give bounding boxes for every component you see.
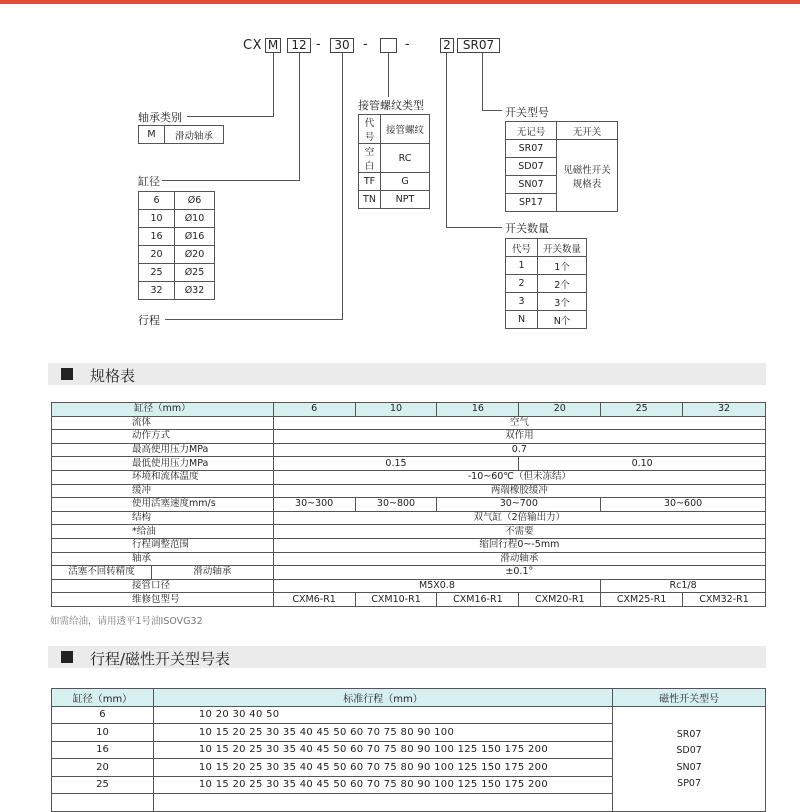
table-cell: 最高使用压力MPa (52, 443, 274, 457)
table-cell: 最低使用压力MPa (52, 457, 274, 471)
table-row (52, 443, 766, 457)
table-cell: 缸径（mm） (52, 403, 274, 417)
stroke-table (51, 688, 766, 812)
stroke-section-header (48, 646, 766, 668)
table-row (52, 538, 766, 552)
connector-line (446, 53, 447, 227)
dash: - (316, 37, 322, 52)
table-cell: CXM10-R1 (355, 593, 437, 607)
table-cell: Ø25 (175, 264, 215, 282)
table-cell: 6 (273, 403, 355, 417)
table-cell: SR07 (506, 140, 557, 158)
table-cell: G (381, 173, 430, 191)
table-cell: -10~60℃（但未冻结） (273, 470, 765, 484)
table-row (52, 579, 766, 593)
table-row (52, 593, 766, 607)
connector-line (446, 227, 502, 228)
section-square-icon (61, 368, 73, 380)
stroke-section-title: 行程/磁性开关型号表 (90, 650, 231, 668)
table-cell: 10 20 30 40 50 (153, 706, 612, 724)
table-cell: 30~800 (355, 498, 437, 512)
table-cell: 空白 (359, 144, 381, 173)
table-cell: M (139, 126, 165, 144)
table-cell: 不需要 (273, 525, 765, 539)
table-cell: 缩回行程0~-5mm (273, 538, 765, 552)
table-cell: CXM6-R1 (273, 593, 355, 607)
table-cell: 20 (519, 403, 601, 417)
table-cell: 接管螺纹 (381, 115, 430, 144)
table-cell: TN (359, 191, 381, 209)
switch-model: SP07 (677, 778, 702, 789)
thread-table (358, 114, 430, 209)
connector-line (482, 110, 502, 111)
table-cell: 环境和流体温度 (52, 470, 274, 484)
table-cell: 32 (683, 403, 766, 417)
top-accent-bar (0, 0, 800, 4)
table-cell: 无记号 (506, 122, 557, 140)
table-cell: RC (381, 144, 430, 173)
oil-note: 如需给油，请用透平1号油ISOVG32 (50, 616, 203, 627)
thread-table-title: 接管螺纹类型 (358, 99, 424, 112)
table-cell: CXM32-R1 (683, 593, 766, 607)
table-cell: CXM20-R1 (519, 593, 601, 607)
count-table-title: 开关数量 (505, 222, 549, 235)
bearing-type-table (138, 125, 224, 144)
table-cell: Ø32 (175, 282, 215, 300)
table-cell: 10 (355, 403, 437, 417)
stroke-label: 行程 (138, 314, 160, 327)
table-cell: CXM16-R1 (437, 593, 519, 607)
switch-table (505, 121, 618, 212)
table-cell: Rc1/8 (601, 579, 766, 593)
table-cell: 轴承 (52, 552, 274, 566)
table-cell: 流体 (52, 416, 274, 430)
table-cell: 6 (52, 706, 154, 724)
table-cell: CXM25-R1 (601, 593, 683, 607)
bore-table-title: 缸径 (138, 175, 160, 188)
table-cell: 标准行程（mm） (153, 689, 612, 707)
table-cell: 行程调整范围 (52, 538, 274, 552)
table-cell: Ø20 (175, 246, 215, 264)
table-cell: 缓冲 (52, 484, 274, 498)
table-cell: 30~600 (601, 498, 766, 512)
code-stroke-box: 30 (330, 38, 354, 53)
table-cell: 25 (601, 403, 683, 417)
table-row (52, 511, 766, 525)
table-row (52, 416, 766, 430)
table-cell: 无开关 (556, 122, 617, 140)
connector-line (299, 53, 300, 180)
table-cell: 25 (139, 264, 175, 282)
table-cell: SN07 (506, 176, 557, 194)
table-cell: 16 (52, 741, 154, 759)
code-bearing-box: M (265, 38, 281, 53)
table-row (52, 525, 766, 539)
table-cell: 10 15 20 25 30 35 40 45 50 60 70 75 80 90 100 125 150 175 200 (153, 776, 612, 794)
table-cell: 1 (506, 257, 538, 275)
table-cell: 25 (52, 776, 154, 794)
table-cell: 见磁性开关规格表 (556, 140, 617, 212)
table-cell: 6 (139, 192, 175, 210)
spec-table (51, 402, 766, 607)
table-cell: N (506, 311, 538, 329)
table-cell: 16 (139, 228, 175, 246)
table-cell: 0.10 (519, 457, 766, 471)
table-cell: *给油 (52, 525, 274, 539)
table-cell: 滑动轴承 (273, 552, 765, 566)
table-cell: 3个 (538, 293, 587, 311)
table-cell: 接管口径 (52, 579, 274, 593)
table-cell: 2 (506, 275, 538, 293)
table-cell: 活塞不回转精度 滑动轴承 (52, 566, 274, 580)
table-cell (153, 794, 612, 812)
section-square-icon (61, 651, 73, 663)
code-bore-box: 12 (287, 38, 311, 53)
table-cell: 空气 (273, 416, 765, 430)
table-row (52, 457, 766, 471)
connector-line (187, 116, 274, 117)
table-cell: 开关数量 (538, 239, 587, 257)
table-cell: 代号 (359, 115, 381, 144)
table-row (52, 403, 766, 417)
table-cell: 20 (139, 246, 175, 264)
connector-line (342, 53, 343, 319)
table-cell: Ø16 (175, 228, 215, 246)
table-cell: 维修包型号 (52, 593, 274, 607)
table-cell: 10 (139, 210, 175, 228)
model-prefix: CX (243, 38, 262, 53)
table-cell: 磁性开关型号 (613, 689, 766, 707)
table-row (52, 552, 766, 566)
table-cell: 双气缸（2倍输出力） (273, 511, 765, 525)
table-cell: 双作用 (273, 430, 765, 444)
code-thread-box (380, 38, 397, 53)
table-row (52, 566, 766, 580)
table-cell: 使用活塞速度mm/s (52, 498, 274, 512)
switch-table-title: 开关型号 (505, 106, 549, 119)
table-row (52, 706, 766, 724)
table-cell: 0.7 (273, 443, 765, 457)
table-cell: 32 (139, 282, 175, 300)
table-cell: 30~700 (437, 498, 601, 512)
table-cell: 10 15 20 25 30 35 40 45 50 60 70 75 80 90 100 (153, 724, 612, 742)
code-count-box: 2 (440, 38, 454, 53)
table-cell: 3 (506, 293, 538, 311)
bore-table (138, 191, 215, 300)
connector-line (273, 53, 274, 116)
switch-model: SR07 (676, 728, 702, 740)
table-cell: 10 15 20 25 30 35 40 45 50 60 70 75 80 90 100 125 150 175 200 (153, 741, 612, 759)
table-cell: 10 (52, 724, 154, 742)
table-row (52, 470, 766, 484)
table-cell: 1个 (538, 257, 587, 275)
table-cell: 16 (437, 403, 519, 417)
switch-model: SD07 (676, 745, 702, 756)
table-cell (613, 706, 766, 811)
table-row (52, 498, 766, 512)
table-cell: 20 (52, 759, 154, 777)
table-cell: TF (359, 173, 381, 191)
table-cell: SD07 (506, 158, 557, 176)
bearing-type-title: 轴承类别 (138, 111, 182, 124)
table-row (52, 430, 766, 444)
count-table (505, 238, 587, 329)
switch-model: SN07 (676, 761, 702, 773)
table-cell: 0.15 (273, 457, 519, 471)
table-cell: ±0.1° (273, 566, 765, 580)
table-cell: 10 15 20 25 30 35 40 45 50 60 70 75 80 90 100 125 150 175 200 (153, 759, 612, 777)
dash: - (405, 37, 411, 52)
table-cell: M5X0.8 (273, 579, 601, 593)
table-row (52, 689, 766, 707)
table-cell: 结构 (52, 511, 274, 525)
connector-line (482, 53, 483, 111)
table-cell: 缸径（mm） (52, 689, 154, 707)
table-cell: 30~300 (273, 498, 355, 512)
table-cell: Ø6 (175, 192, 215, 210)
connector-line (388, 53, 389, 97)
table-cell (52, 794, 154, 812)
table-cell: 2个 (538, 275, 587, 293)
table-cell: NPT (381, 191, 430, 209)
table-cell: Ø10 (175, 210, 215, 228)
table-cell: 滑动轴承 (165, 126, 224, 144)
table-cell: N个 (538, 311, 587, 329)
table-cell: SP17 (506, 194, 557, 212)
connector-line (165, 319, 343, 320)
spec-section-title: 规格表 (90, 367, 136, 385)
table-cell: 两端橡胶缓冲 (273, 484, 765, 498)
table-row (52, 484, 766, 498)
dash: - (363, 37, 369, 52)
table-cell: 动作方式 (52, 430, 274, 444)
spec-section-header (48, 363, 766, 385)
connector-line (162, 180, 300, 181)
table-cell: 代号 (506, 239, 538, 257)
code-switch-box: SR07 (457, 38, 500, 53)
